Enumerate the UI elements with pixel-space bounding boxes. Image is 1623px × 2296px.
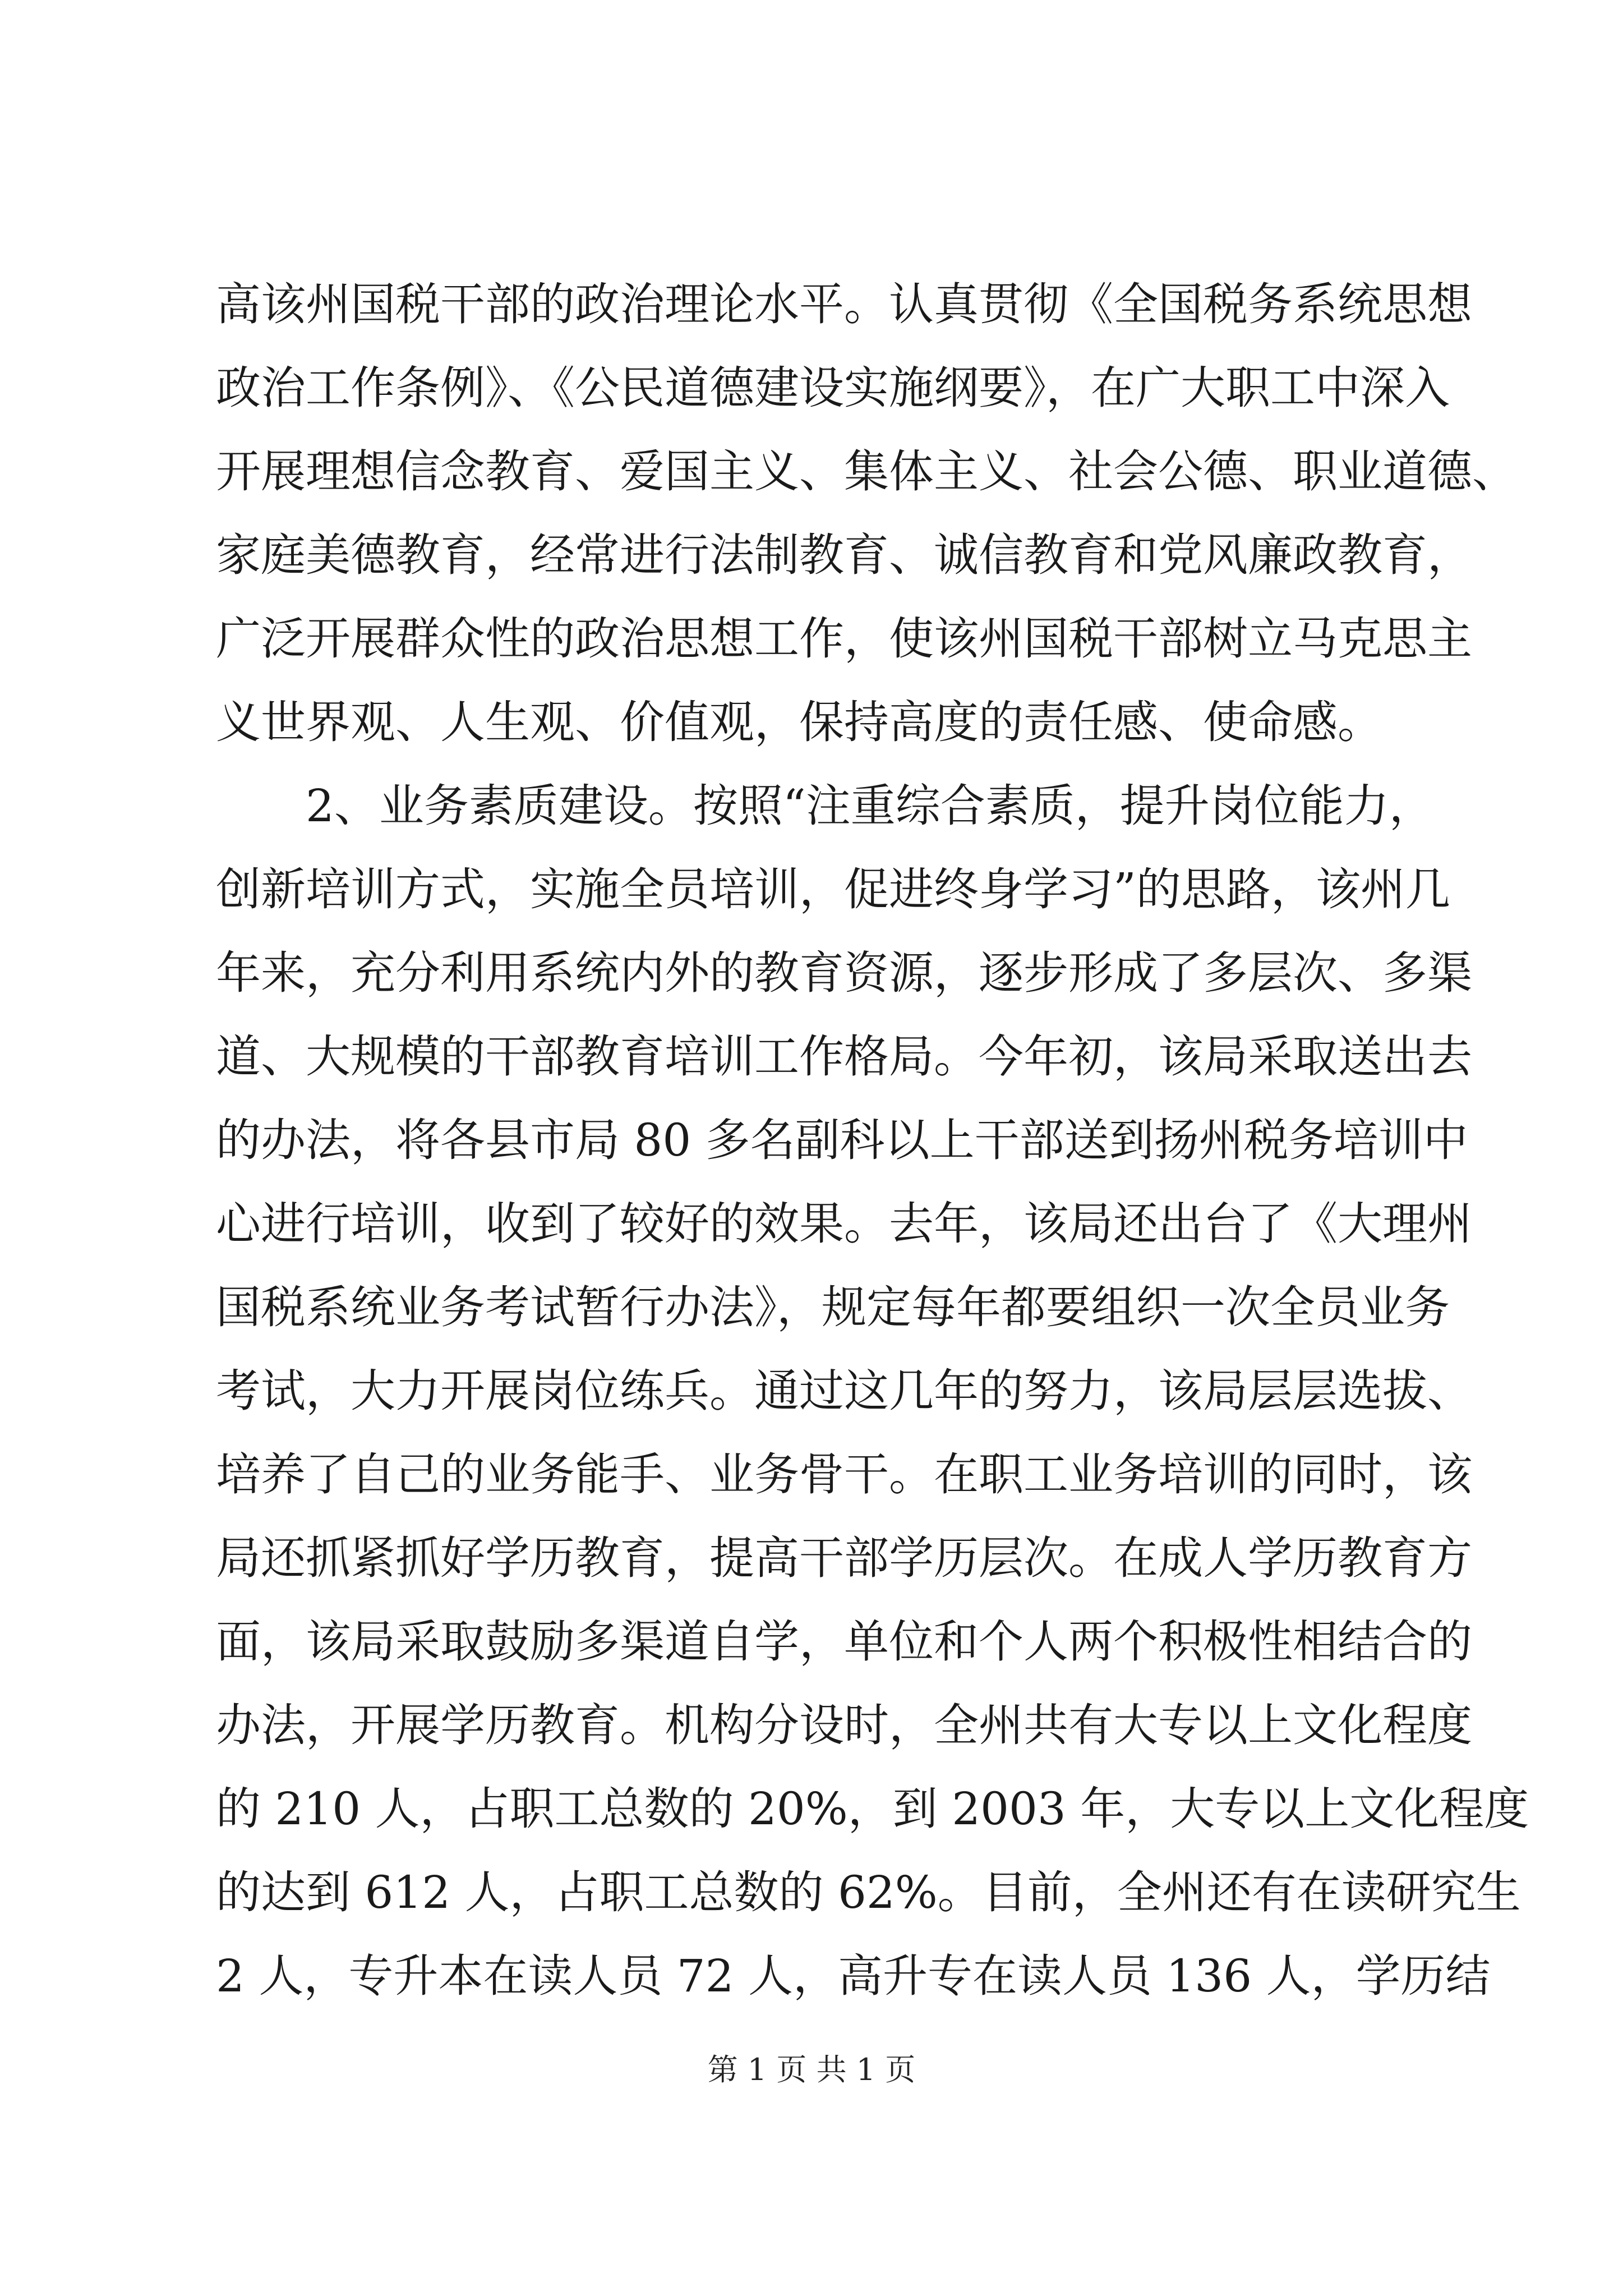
text-line: 的达到 612 人，占职工总数的 62%。目前，全州还有在读研究生	[216, 1866, 1521, 1918]
text-line: 培养了自己的业务能手、业务骨干。在职工业务培训的同时，该	[216, 1448, 1472, 1501]
text-line: 义世界观、人生观、价值观，保持高度的责任感、使命感。	[216, 696, 1382, 748]
text-line: 广泛开展群众性的政治思想工作，使该州国税干部树立马克思主	[216, 613, 1472, 665]
text-line: 政治工作条例》、《公民道德建设实施纲要》，在广大职工中深入	[216, 362, 1450, 414]
text-line: 年来，充分利用系统内外的教育资源，逐步形成了多层次、多渠	[216, 947, 1472, 999]
text-line: 2 人，专升本在读人员 72 人，高升专在读人员 136 人，学历结	[216, 1950, 1491, 2002]
text-line: 的 210 人，占职工总数的 20%，到 2003 年，大专以上文化程度	[216, 1783, 1529, 1835]
text-line: 局还抓紧抓好学历教育，提高干部学历层次。在成人学历教育方	[216, 1532, 1472, 1584]
text-line: 2、业务素质建设。按照“注重综合素质，提升岗位能力，	[216, 780, 1434, 832]
text-line: 心进行培训，收到了较好的效果。去年，该局还出台了《大理州	[216, 1198, 1472, 1250]
document-body	[216, 263, 1529, 2018]
text-line: 的办法，将各县市局 80 多名副科以上干部送到扬州税务培训中	[216, 1114, 1468, 1166]
text-line: 高该州国税干部的政治理论水平。认真贯彻《全国税务系统思想	[216, 278, 1472, 330]
text-line: 国税系统业务考试暂行办法》，规定每年都要组织一次全员业务	[216, 1281, 1450, 1333]
text-line: 开展理想信念教育、爱国主义、集体主义、社会公德、职业道德、	[216, 445, 1517, 498]
text-line: 家庭美德教育，经常进行法制教育、诚信教育和党风廉政教育，	[216, 529, 1472, 581]
page-footer: 第 1 页 共 1 页	[707, 2052, 916, 2087]
text-line: 办法，开展学历教育。机构分设时，全州共有大专以上文化程度	[216, 1699, 1472, 1751]
text-line: 创新培训方式，实施全员培训，促进终身学习”的思路，该州几	[216, 863, 1450, 915]
text-line: 面，该局采取鼓励多渠道自学，单位和个人两个积极性相结合的	[216, 1616, 1472, 1668]
text-line: 道、大规模的干部教育培训工作格局。今年初，该局采取送出去	[216, 1030, 1472, 1083]
text-line: 考试，大力开展岗位练兵。通过这几年的努力，该局层层选拔、	[216, 1365, 1472, 1417]
